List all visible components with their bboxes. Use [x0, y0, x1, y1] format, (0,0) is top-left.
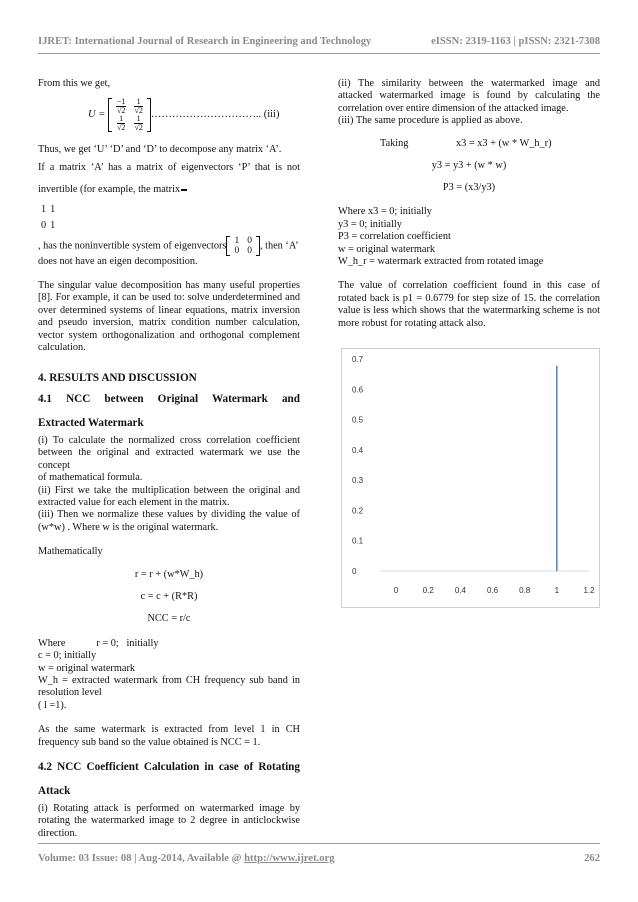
rot-where-3: P3 = correlation coefficient: [338, 231, 451, 243]
rot-where-4: w = original watermark: [338, 243, 436, 255]
where-line-4: W_h = extracted watermark from CH frequency sub band in resolution level: [38, 674, 300, 699]
y-tick-label-1: 0.1: [352, 536, 364, 546]
taking-label: Taking: [380, 137, 409, 149]
m1-r2c2: 1: [50, 220, 56, 232]
ncc-step-1b: of mathematical formula.: [38, 472, 143, 484]
m2-r1c1: 1: [234, 235, 240, 246]
right-column: [338, 78, 600, 330]
issn: eISSN: 2319-1163 | pISSN: 2321-7308: [431, 36, 600, 47]
where-line-2: c = 0; initially: [38, 650, 97, 662]
eigen-text-c: , then ‘A’ does not have an eigen decomposition.: [38, 239, 298, 267]
x-tick-label-5: 1: [554, 586, 560, 595]
subsection-4-2-heading-a: 4.2 NCC Coefficient Calculation in case of Rotating: [38, 761, 300, 773]
where-line-1: Where r = 0; initially: [38, 637, 159, 649]
rot-equation-2: y3 = y3 + (w * w): [431, 159, 507, 171]
ncc-equation-2: c = c + (R*R): [140, 590, 198, 602]
u-equation-tail: ………………………….. (iii): [150, 109, 280, 121]
page-footer: [38, 853, 600, 864]
rot-where-1: Where x3 = 0; initially: [338, 206, 432, 218]
x-tick-label-0: 0: [393, 586, 399, 595]
u-r2c1-num: 1: [117, 115, 125, 124]
footer-volume: Volume: 03 Issue: 08 | Aug-2014, Available @: [38, 853, 245, 864]
where-line-5: ( l =1).: [38, 699, 67, 711]
ncc-equation-3: NCC = r/c: [147, 613, 191, 625]
chart-svg: [342, 349, 599, 607]
y-tick-label-2: 0.2: [352, 506, 364, 516]
u-r1c1-den: √2: [116, 106, 126, 116]
u-r1c1-num: −1: [116, 97, 126, 107]
x-tick-label-6: 1.2: [583, 586, 595, 595]
ncc-step-2: (ii) First we take the multiplication between the original and extracted value for each element in the matrix.: [38, 484, 300, 508]
m2-r2c1: 0: [234, 245, 240, 256]
section-heading-results: 4. RESULTS AND DISCUSSION: [38, 372, 197, 385]
correlation-chart: [341, 348, 600, 608]
eigen-text-a: If a matrix ‘A’ has a matrix of eigenvectors ‘P’ that is not invertible (for example, the matrix: [38, 161, 300, 195]
eigen-text-b: , has the noninvertible system of eigenvectors: [38, 239, 227, 251]
journal-link[interactable]: http://www.ijret.org: [244, 853, 335, 864]
m1-r1c2: 1: [50, 203, 56, 215]
left-column: [38, 78, 300, 840]
y-tick-label-3: 0.3: [352, 476, 364, 486]
u-equation: [88, 98, 300, 132]
rot-equation-1: x3 = x3 + (w * W_h_r): [456, 137, 552, 149]
rot-where-5: W_h_r = watermark extracted from rotated image: [338, 256, 544, 268]
page-number: 262: [584, 853, 600, 864]
y-tick-label-7: 0.7: [352, 355, 364, 364]
page-header: [38, 36, 600, 47]
correlation-result-paragraph: The value of correlation coefficient found in this case of rotated back is p1 = 0.6779 for step size of 15. the correlation value is less which shows that the watermarking scheme is not more robust for rotating attack also.: [338, 280, 600, 329]
ncc-step-1: (i) To calculate the normalized cross correlation coefficient between the original and extracted watermark we use the concept: [38, 434, 300, 471]
x-tick-label-1: 0.2: [422, 586, 434, 595]
rotation-step-3: (iii) The same procedure is applied as above.: [338, 115, 523, 127]
m2-r2c2: 0: [247, 245, 252, 256]
m1-r1c1: 1: [41, 203, 47, 215]
u-matrix: [108, 98, 151, 132]
ncc-equation-1: r = r + (w*W_h): [134, 568, 204, 580]
x-tick-label-3: 0.6: [486, 586, 499, 595]
matrix-eigenvectors: [226, 236, 260, 256]
y-tick-label-0: 0: [352, 567, 357, 576]
u-r2c2-num: 1: [134, 115, 142, 124]
taking-line: [338, 138, 600, 150]
x-tick-label-2: 0.4: [454, 586, 466, 595]
journal-title: IJRET: International Journal of Research in Engineering and Technology: [38, 36, 372, 47]
u-label: U =: [88, 109, 106, 121]
u-r2c1-den: √2: [116, 123, 126, 133]
rotating-attack-step-1: (i) Rotating attack is performed on watermarked image by rotating the watermarked image to 2 degree in anticlockwise direction.: [38, 803, 300, 839]
eigen-paragraph: [38, 157, 300, 201]
intro-text: From this we get,: [38, 78, 111, 89]
ncc-result-paragraph: As the same watermark is extracted from level 1 in CH frequency sub band so the value obtained is NCC = 1.: [38, 724, 300, 748]
y-tick-label-6: 0.6: [352, 385, 364, 395]
rot-equation-3: P3 = (x3/y3): [442, 182, 496, 194]
rotation-step-2: (ii) The similarity between the watermarked image and attacked watermarked image is found by calculating the correlation over entire dimension of the attacked image.: [338, 78, 600, 114]
ncc-step-3: (iii) Then we normalize these values by dividing the value of (w*w) . Where w is the original watermark.: [38, 509, 300, 533]
decompose-text: Thus, we get ‘U’ ‘D’ and ‘D’ to decompose any matrix ‘A’.: [38, 144, 282, 156]
u-r1c2-num: 1: [134, 98, 142, 107]
u-r1c2-den: √2: [134, 106, 143, 116]
footer-rule: [38, 843, 600, 844]
subsection-4-1-heading-a: 4.1 NCC between Original Watermark and: [38, 392, 300, 405]
header-rule: [38, 53, 600, 54]
subsection-4-1-heading-b: Extracted Watermark: [38, 416, 144, 429]
m2-r1c2: 0: [247, 235, 252, 246]
svd-paragraph: The singular value decomposition has many useful properties [8]. For example, it can be used to: solve underdetermined and over determined systems of linear equations, matrix inversion and pseudo inversion, matrix condition number calculation, vector system orthogonalization and orthogonal complement calculation.: [38, 280, 300, 354]
x-tick-label-4: 0.8: [519, 586, 531, 595]
y-tick-label-4: 0.4: [352, 445, 364, 455]
m1-r2c1: 0: [41, 220, 47, 232]
rot-where-2: y3 = 0; initially: [338, 218, 402, 230]
where-line-3: w = original watermark: [38, 662, 136, 674]
subsection-4-2-heading-b: Attack: [38, 785, 71, 797]
mathematically-label: Mathematically: [38, 546, 103, 558]
y-tick-label-5: 0.5: [352, 415, 364, 425]
u-r2c2-den: √2: [134, 123, 143, 133]
